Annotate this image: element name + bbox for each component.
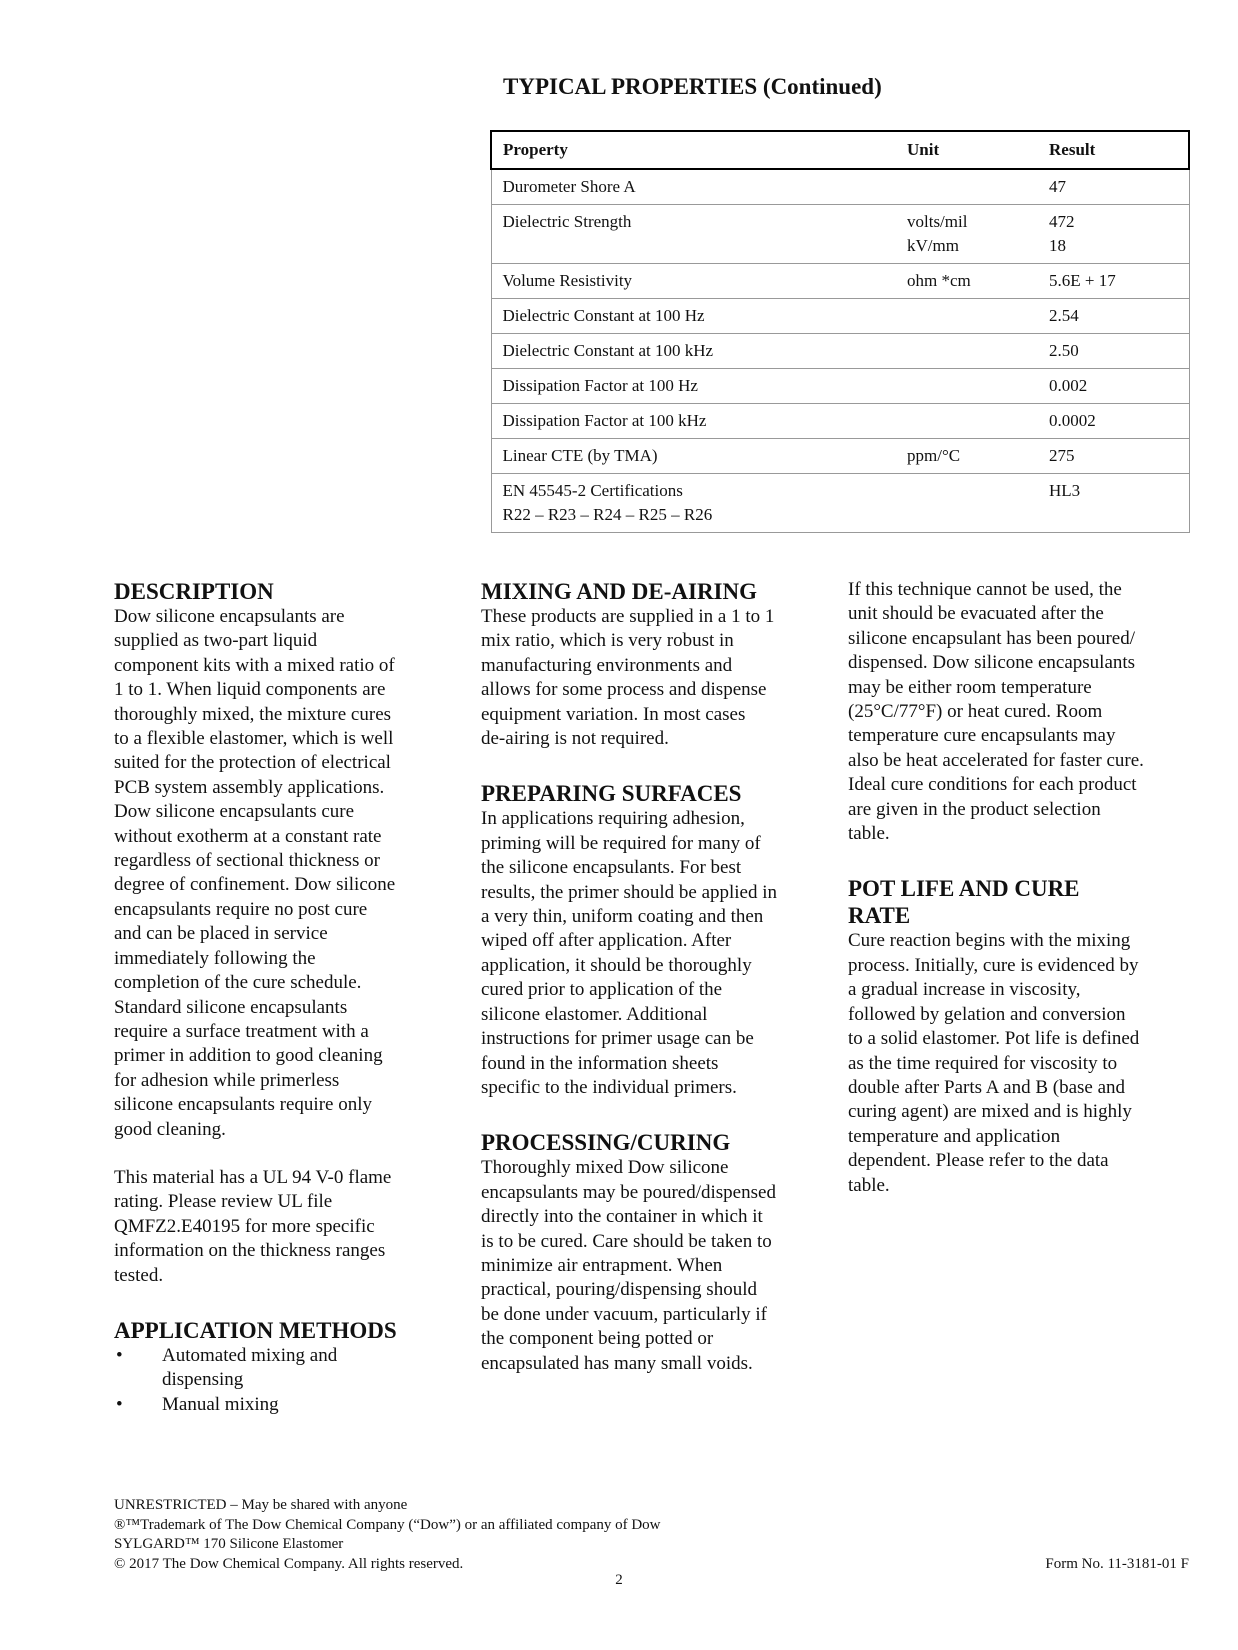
text-line: manufacturing environments and bbox=[481, 654, 733, 676]
text-line: tested. bbox=[114, 1264, 164, 1286]
text-line: instructions for primer usage can be bbox=[481, 1028, 754, 1050]
text-line: unit should be evacuated after the bbox=[848, 603, 1104, 625]
text-line: for adhesion while primerless bbox=[114, 1069, 340, 1091]
text-line: a very thin, uniform coating and then bbox=[481, 906, 764, 928]
text-line: encapsulated has many small voids. bbox=[481, 1352, 753, 1374]
column-left bbox=[114, 578, 444, 1417]
property-cell bbox=[491, 205, 896, 264]
property-cell-text: Dielectric Strength bbox=[502, 212, 632, 231]
unit-cell bbox=[896, 439, 1038, 474]
result-cell-text: 2.50 bbox=[1049, 341, 1079, 360]
unit-cell bbox=[896, 474, 1038, 533]
unit-cell-text: kV/mm bbox=[907, 236, 959, 255]
result-cell-text: 47 bbox=[1049, 177, 1066, 196]
property-cell bbox=[491, 334, 896, 369]
property-cell-text: Durometer Shore A bbox=[502, 177, 636, 196]
text-line: allows for some process and dispense bbox=[481, 679, 767, 701]
column-right bbox=[848, 578, 1183, 1198]
text-line: Thoroughly mixed Dow silicone bbox=[481, 1157, 729, 1179]
result-cell-text: 0.0002 bbox=[1049, 411, 1096, 430]
text-line: good cleaning. bbox=[114, 1118, 226, 1140]
result-cell bbox=[1038, 334, 1189, 369]
text-line: suited for the protection of electrical bbox=[114, 752, 391, 774]
unit-cell bbox=[896, 264, 1038, 299]
text-line: equipment variation. In most cases bbox=[481, 703, 746, 725]
footer-text bbox=[114, 1496, 1189, 1574]
text-line: directly into the container in which it bbox=[481, 1206, 763, 1228]
text-line: double after Parts A and B (base and bbox=[848, 1076, 1126, 1098]
text-line: are given in the product selection bbox=[848, 798, 1101, 820]
table-header-row bbox=[491, 131, 1189, 169]
text-line: require a surface treatment with a bbox=[114, 1020, 369, 1042]
text-line: silicone encapsulants require only bbox=[114, 1094, 373, 1116]
text-line: a gradual increase in viscosity, bbox=[848, 979, 1081, 1001]
text-line: results, the primer should be applied in bbox=[481, 881, 778, 903]
unit-cell bbox=[896, 369, 1038, 404]
property-cell-text: R22 – R23 – R24 – R25 – R26 bbox=[502, 505, 713, 524]
table-row bbox=[491, 169, 1189, 205]
text-line: practical, pouring/dispensing should bbox=[481, 1279, 757, 1301]
result-cell-text: 2.54 bbox=[1049, 306, 1079, 325]
text-line: component kits with a mixed ratio of bbox=[114, 654, 395, 676]
text-line: SYLGARD™ 170 Silicone Elastomer bbox=[114, 1536, 344, 1552]
mixing-paragraph bbox=[481, 605, 811, 751]
text-line: curing agent) are mixed and is highly bbox=[848, 1101, 1132, 1123]
text-line: temperature and application bbox=[848, 1125, 1061, 1147]
text-line: dispensed. Dow silicone encapsulants bbox=[848, 652, 1136, 674]
text-line: completion of the cure schedule. bbox=[114, 972, 362, 994]
form-number: Form No. 11-3181-01 F bbox=[1045, 1555, 1189, 1572]
pot-life-paragraph bbox=[848, 929, 1183, 1197]
text-line: may be either room temperature bbox=[848, 676, 1092, 698]
unit-cell bbox=[896, 299, 1038, 334]
text-line: minimize air entrapment. When bbox=[481, 1254, 723, 1276]
application-methods-heading: APPLICATION METHODS bbox=[114, 1317, 397, 1343]
description-paragraph-2 bbox=[114, 1166, 444, 1288]
property-cell bbox=[491, 439, 896, 474]
text-line: rating. Please review UL file bbox=[114, 1191, 333, 1213]
typical-properties-table bbox=[490, 130, 1190, 533]
text-line: found in the information sheets bbox=[481, 1052, 719, 1074]
text-line: application, it should be thoroughly bbox=[481, 954, 752, 976]
unit-cell bbox=[896, 404, 1038, 439]
text-line: without exotherm at a constant rate bbox=[114, 825, 382, 847]
text-line: priming will be required for many of bbox=[481, 832, 761, 854]
unit-cell-text: volts/mil bbox=[907, 212, 968, 231]
text-line: information on the thickness ranges bbox=[114, 1240, 386, 1262]
text-line: primer in addition to good cleaning bbox=[114, 1045, 383, 1067]
text-line: RATE bbox=[848, 903, 911, 929]
result-cell bbox=[1038, 439, 1189, 474]
property-cell bbox=[491, 474, 896, 533]
result-cell-text: 18 bbox=[1049, 236, 1066, 255]
text-line: immediately following the bbox=[114, 947, 316, 969]
text-line: POT LIFE AND CURE bbox=[848, 876, 1080, 902]
text-line: 1 to 1. When liquid components are bbox=[114, 679, 386, 701]
text-line: degree of confinement. Dow silicone bbox=[114, 874, 396, 896]
result-cell-text: 0.002 bbox=[1049, 376, 1088, 395]
property-cell bbox=[491, 299, 896, 334]
application-methods-list bbox=[114, 1344, 444, 1417]
page-number: 2 bbox=[615, 1572, 623, 1588]
text-line: In applications requiring adhesion, bbox=[481, 808, 745, 830]
text-line: Ideal cure conditions for each product bbox=[848, 774, 1137, 796]
text-line: and can be placed in service bbox=[114, 923, 328, 945]
text-line: Manual mixing bbox=[162, 1393, 279, 1415]
text-line: Standard silicone encapsulants bbox=[114, 996, 348, 1018]
text-line: de-airing is not required. bbox=[481, 728, 669, 750]
property-cell-text: Volume Resistivity bbox=[502, 271, 633, 290]
header-unit: Unit bbox=[896, 131, 1038, 169]
text-line: table. bbox=[848, 823, 890, 845]
processing-continuation-paragraph bbox=[848, 578, 1183, 846]
text-line: process. Initially, cure is evidenced by bbox=[848, 954, 1139, 976]
list-item-text bbox=[162, 1344, 444, 1393]
result-cell-text: 472 bbox=[1049, 212, 1075, 231]
text-line: If this technique cannot be used, the bbox=[848, 579, 1122, 600]
column-middle bbox=[481, 578, 811, 1376]
result-cell bbox=[1038, 404, 1189, 439]
text-line: specific to the individual primers. bbox=[481, 1076, 737, 1098]
preparing-surfaces-paragraph bbox=[481, 807, 811, 1100]
property-cell-text: EN 45545-2 Certifications bbox=[502, 481, 683, 500]
text-line: the component being potted or bbox=[481, 1328, 714, 1350]
footer bbox=[114, 1496, 1189, 1574]
text-line: silicone elastomer. Additional bbox=[481, 1003, 708, 1025]
property-cell bbox=[491, 369, 896, 404]
property-cell-text: Dissipation Factor at 100 kHz bbox=[502, 411, 707, 430]
result-cell bbox=[1038, 205, 1189, 264]
table-row bbox=[491, 334, 1189, 369]
result-cell-text: 275 bbox=[1049, 446, 1075, 465]
property-cell bbox=[491, 264, 896, 299]
unit-cell bbox=[896, 169, 1038, 205]
unit-cell bbox=[896, 334, 1038, 369]
property-cell bbox=[491, 404, 896, 439]
property-cell-text: Dissipation Factor at 100 Hz bbox=[502, 376, 698, 395]
text-line: to a solid elastomer. Pot life is defined bbox=[848, 1028, 1140, 1050]
header-property: Property bbox=[491, 131, 896, 169]
text-line: (25°C/77°F) or heat cured. Room bbox=[848, 701, 1103, 723]
text-line: wiped off after application. After bbox=[481, 930, 732, 952]
text-line: temperature cure encapsulants may bbox=[848, 725, 1116, 747]
table-row bbox=[491, 264, 1189, 299]
table-row bbox=[491, 439, 1189, 474]
bullet: • bbox=[116, 1393, 123, 1415]
text-line: is to be cured. Care should be taken to bbox=[481, 1230, 772, 1252]
text-line: be done under vacuum, particularly if bbox=[481, 1303, 767, 1325]
bullet: • bbox=[116, 1344, 123, 1366]
table-row bbox=[491, 299, 1189, 334]
unit-cell bbox=[896, 205, 1038, 264]
result-cell bbox=[1038, 474, 1189, 533]
text-line: dependent. Please refer to the data bbox=[848, 1150, 1109, 1172]
text-line: supplied as two-part liquid bbox=[114, 630, 318, 652]
property-cell bbox=[491, 169, 896, 205]
pot-life-heading bbox=[848, 875, 1183, 929]
list-item bbox=[114, 1344, 444, 1393]
table-row bbox=[491, 474, 1189, 533]
unit-cell-text: ppm/°C bbox=[907, 446, 961, 465]
text-line: silicone encapsulant has been poured/ bbox=[848, 627, 1136, 649]
text-line: regardless of sectional thickness or bbox=[114, 850, 380, 872]
text-line: encapsulants may be poured/dispensed bbox=[481, 1181, 776, 1203]
text-line: table. bbox=[848, 1174, 890, 1196]
result-cell-text: 5.6E + 17 bbox=[1049, 271, 1116, 290]
text-line: also be heat accelerated for faster cure. bbox=[848, 749, 1144, 771]
result-cell bbox=[1038, 299, 1189, 334]
description-heading: DESCRIPTION bbox=[114, 579, 274, 604]
mixing-heading: MIXING AND DE-AIRING bbox=[481, 579, 758, 604]
text-line: UNRESTRICTED – May be shared with anyone bbox=[114, 1497, 408, 1513]
text-line: This material has a UL 94 V-0 flame bbox=[114, 1166, 392, 1188]
text-line: QMFZ2.E40195 for more specific bbox=[114, 1215, 375, 1237]
text-line: Dow silicone encapsulants cure bbox=[114, 801, 355, 823]
description-paragraph-1 bbox=[114, 605, 444, 1142]
text-line: dispensing bbox=[162, 1369, 244, 1391]
unit-cell-text: ohm *cm bbox=[907, 271, 971, 290]
text-line: thoroughly mixed, the mixture cures bbox=[114, 703, 392, 725]
list-item-text bbox=[162, 1393, 444, 1417]
text-line: Cure reaction begins with the mixing bbox=[848, 930, 1131, 952]
text-line: mix ratio, which is very robust in bbox=[481, 630, 734, 652]
table-row bbox=[491, 404, 1189, 439]
text-line: cured prior to application of the bbox=[481, 979, 723, 1001]
text-line: to a flexible elastomer, which is well bbox=[114, 728, 394, 750]
text-line: © 2017 The Dow Chemical Company. All rights reserved. bbox=[114, 1555, 464, 1572]
processing-curing-paragraph bbox=[481, 1156, 811, 1376]
text-line: followed by gelation and conversion bbox=[848, 1003, 1126, 1025]
text-line: PCB system assembly applications. bbox=[114, 776, 385, 798]
property-cell-text: Dielectric Constant at 100 Hz bbox=[502, 306, 705, 325]
text-line: encapsulants require no post cure bbox=[114, 898, 368, 920]
text-line: These products are supplied in a 1 to 1 bbox=[481, 606, 775, 627]
property-cell-text: Dielectric Constant at 100 kHz bbox=[502, 341, 714, 360]
text-line: Dow silicone encapsulants are bbox=[114, 606, 345, 627]
result-cell bbox=[1038, 264, 1189, 299]
typical-properties-title: TYPICAL PROPERTIES (Continued) bbox=[503, 74, 882, 99]
text-line: as the time required for viscosity to bbox=[848, 1052, 1118, 1074]
text-line: the silicone encapsulants. For best bbox=[481, 857, 742, 879]
result-cell-text: HL3 bbox=[1049, 481, 1081, 500]
result-cell bbox=[1038, 369, 1189, 404]
header-result: Result bbox=[1038, 131, 1189, 169]
preparing-surfaces-heading: PREPARING SURFACES bbox=[481, 781, 742, 807]
table-row bbox=[491, 205, 1189, 264]
list-item bbox=[114, 1393, 444, 1417]
table-row bbox=[491, 369, 1189, 404]
text-line: Automated mixing and bbox=[162, 1344, 338, 1366]
property-cell-text: Linear CTE (by TMA) bbox=[502, 446, 658, 465]
table-body bbox=[491, 169, 1189, 533]
text-line: ®™Trademark of The Dow Chemical Company (“Dow”) or an affiliated company of Dow bbox=[114, 1516, 661, 1533]
processing-curing-heading: PROCESSING/CURING bbox=[481, 1130, 731, 1156]
result-cell bbox=[1038, 169, 1189, 205]
